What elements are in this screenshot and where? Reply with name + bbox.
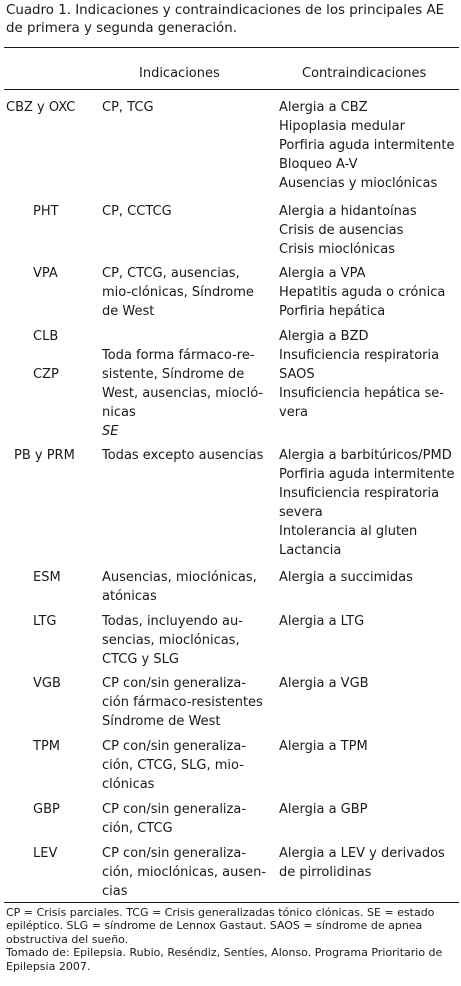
contraindication-line: Porfiria aguda intermitente bbox=[279, 467, 455, 482]
indications-cell bbox=[102, 674, 268, 731]
footnote-abbreviations: CP = Crisis parciales. TCG = Crisis generalizadas tónico clónicas. SE = estado epiléptico. SLG = síndrome de Lennox Gastaut. SAOS = síndrome de apnea obstructiva del sueño. bbox=[6, 906, 435, 946]
indication-line: ción fármaco-resistentes bbox=[102, 695, 263, 710]
contraindication-line: Intolerancia al gluten bbox=[279, 524, 418, 539]
drug-name: VPA bbox=[33, 266, 58, 281]
indication-line: Toda forma fármaco-re- bbox=[102, 348, 255, 363]
indication-line: CP, TCG bbox=[102, 100, 154, 115]
contraindication-line: Ausencias y mioclónicas bbox=[279, 176, 438, 191]
header-contraindications: Contraindicaciones bbox=[302, 66, 427, 81]
contraindication-line: Alergia a LTG bbox=[279, 614, 365, 629]
drug-name: LEV bbox=[33, 846, 58, 861]
contraindication-line: Alergia a GBP bbox=[279, 802, 368, 817]
indication-line: clónicas bbox=[102, 777, 155, 792]
indication-line-italic: SE bbox=[102, 424, 119, 439]
indication-line: CP con/sin generaliza- bbox=[102, 676, 247, 691]
contraindication-line: Insuficiencia hepática se- bbox=[279, 386, 445, 401]
indication-line: CP, CTCG, ausencias, bbox=[102, 266, 240, 281]
caption-line-1: Cuadro 1. Indicaciones y contraindicaciones de los principales AE bbox=[6, 3, 445, 18]
table-caption bbox=[6, 2, 458, 38]
contraindications-cell bbox=[279, 568, 461, 587]
indication-line: mio-clónicas, Síndrome bbox=[102, 285, 254, 300]
contraindication-line: Insuficiencia respiratoria bbox=[279, 348, 440, 363]
bottom-rule bbox=[4, 902, 459, 903]
drug-name: PHT bbox=[33, 204, 59, 219]
indication-line: de West bbox=[102, 304, 155, 319]
contraindication-line: Alergia a TPM bbox=[279, 739, 368, 754]
contraindications-cell bbox=[279, 612, 461, 631]
indication-line: Ausencias, mioclónicas, bbox=[102, 570, 257, 585]
indication-line: CP, CCTCG bbox=[102, 204, 172, 219]
contraindication-line: Alergia a CBZ bbox=[279, 100, 368, 115]
contraindication-line: Lactancia bbox=[279, 543, 342, 558]
contraindications-cell bbox=[279, 844, 461, 882]
contraindication-line: Porfiria aguda intermitente bbox=[279, 138, 455, 153]
indications-cell bbox=[102, 98, 268, 117]
contraindication-line: Alergia a LEV y derivados bbox=[279, 846, 445, 861]
contraindications-cell bbox=[279, 264, 461, 321]
drug-name: TPM bbox=[33, 739, 60, 754]
indication-line: CP con/sin generaliza- bbox=[102, 802, 247, 817]
indication-line: ción, CTCG, SLG, mio- bbox=[102, 758, 244, 773]
contraindication-line: SAOS bbox=[279, 367, 315, 382]
contraindication-line: Hipoplasia medular bbox=[279, 119, 405, 134]
drug-name: GBP bbox=[33, 802, 60, 817]
drug-name: CBZ y OXC bbox=[6, 100, 76, 115]
contraindication-line: Alergia a VPA bbox=[279, 266, 366, 281]
contraindication-line: Alergia a VGB bbox=[279, 676, 369, 691]
indications-cell bbox=[102, 264, 268, 321]
contraindications-cell bbox=[279, 674, 461, 693]
indication-line: West, ausencias, miocló- bbox=[102, 386, 264, 401]
drug-name: PB y PRM bbox=[14, 448, 75, 463]
indication-line: ción, mioclónicas, ausen- bbox=[102, 865, 267, 880]
indication-line: Todas excepto ausencias bbox=[102, 448, 264, 463]
drug-name: VGB bbox=[33, 676, 61, 691]
header-indications: Indicaciones bbox=[139, 66, 220, 81]
contraindication-line: Crisis de ausencias bbox=[279, 223, 404, 238]
indication-line: cias bbox=[102, 884, 128, 899]
indications-cell bbox=[102, 844, 268, 901]
indications-cell bbox=[102, 612, 268, 669]
contraindications-cell bbox=[279, 327, 461, 422]
contraindication-line: Alergia a hidantoínas bbox=[279, 204, 417, 219]
indication-line: CP con/sin generaliza- bbox=[102, 846, 247, 861]
contraindication-line: severa bbox=[279, 505, 323, 520]
caption-line-2: de primera y segunda generación. bbox=[6, 21, 237, 36]
indication-line: CTCG y SLG bbox=[102, 652, 179, 667]
contraindications-cell bbox=[279, 98, 461, 193]
contraindications-cell bbox=[279, 800, 461, 819]
contraindications-cell bbox=[279, 446, 461, 560]
contraindication-line: de pirrolidinas bbox=[279, 865, 372, 880]
indications-cell bbox=[102, 737, 268, 794]
contraindication-line: Alergia a barbitúricos/PMD bbox=[279, 448, 452, 463]
contraindications-cell bbox=[279, 202, 461, 259]
contraindication-line: vera bbox=[279, 405, 309, 420]
contraindication-line: Alergia a succimidas bbox=[279, 570, 413, 585]
contraindication-line: Hepatitis aguda o crónica bbox=[279, 285, 446, 300]
footnote-source: Tomado de: Epilepsia. Rubio, Reséndiz, Sentíes, Alonso. Programa Prioritario de Epilepsia 2007. bbox=[6, 946, 443, 973]
indication-line: sistente, Síndrome de bbox=[102, 367, 245, 382]
drug-name: CLB bbox=[33, 329, 59, 344]
header-rule bbox=[4, 89, 459, 90]
indications-cell bbox=[102, 800, 268, 838]
indication-line: sencias, mioclónicas, bbox=[102, 633, 240, 648]
contraindication-line: Insuficiencia respiratoria bbox=[279, 486, 440, 501]
indications-cell bbox=[102, 202, 268, 221]
contraindication-line: Bloqueo A-V bbox=[279, 157, 358, 172]
table-footnote bbox=[6, 906, 458, 973]
indication-line: Todas, incluyendo au- bbox=[102, 614, 243, 629]
indications-cell bbox=[102, 446, 268, 465]
drug-name-2: CZP bbox=[33, 367, 59, 382]
contraindications-cell bbox=[279, 737, 461, 756]
indication-line: ción, CTCG bbox=[102, 821, 173, 836]
indication-line: atónicas bbox=[102, 589, 157, 604]
indications-cell bbox=[102, 346, 268, 441]
top-rule bbox=[4, 47, 459, 48]
contraindication-line: Porfiria hepática bbox=[279, 304, 386, 319]
contraindication-line: Crisis mioclónicas bbox=[279, 242, 396, 257]
indication-line: nicas bbox=[102, 405, 136, 420]
indication-line: Síndrome de West bbox=[102, 714, 221, 729]
indications-cell bbox=[102, 568, 268, 606]
contraindication-line: Alergia a BZD bbox=[279, 329, 369, 344]
indication-line: CP con/sin generaliza- bbox=[102, 739, 247, 754]
drug-name: ESM bbox=[33, 570, 61, 585]
drug-name: LTG bbox=[33, 614, 57, 629]
